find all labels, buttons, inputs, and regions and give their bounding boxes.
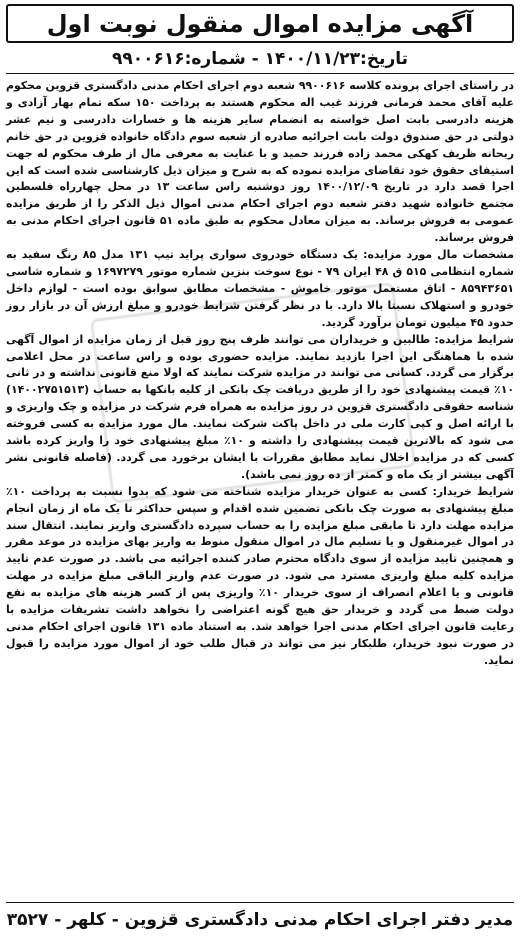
intro-paragraph: در راستای اجرای پرونده کلاسه ۹۹۰۰۶۱۶ شعبه دوم اجرای احکام مدنی دادگستری قزوین محکوم علیه آقای محمد فرمانی فرزند غیب اله محکوم هستند به پرداخت ۱۵۰ سکه تمام بهار آزادی و هزینه دادرسی بابت اصل خواسته به انضمام سایر هزینه ها و خسارات دادرسی و نیم عشر دولتی در حق صندوق دولت بابت اجرائیه صادره از شعبه سوم دادگاه خانواده قزوین در حق خانم ریحانه ظریف کهکی محمد زاده فرزند حمید و با عنایت به معرفی مال از طرف محکوم له جهت استیفای حقوق خود تقاضای مزایده نموده که به شرح و میزان ذیل کارشناسی شده است که این اجرا قصد دارد در تاریخ ۱۴۰۰/۱۲/۰۹ روز دوشنبه راس ساعت ۱۳ در محل چهارراه فلسطین مجتمع خانواده شهید دفتر شعبه دوم اجرای احکام مدنی اموال ذیل الذکر را از طریق مزایده عمومی به فروش برساند. به میزان معادل محکوم به طبق ماده ۵۱ قانون اجرای احکام مدنی به فروش برساند. — [6, 79, 514, 245]
property-section — [6, 247, 514, 332]
property-text: یک دستگاه خودروی سواری پراید تیپ ۱۳۱ مدل ۸۵ رنگ سفید به شماره انتظامی ۵۱۵ ق ۴۸ ایران ۷۹ - نوع سوخت بنزین شماره موتور ۱۶۹۷۲۷۹ و شماره شاسی ۸۵۹۴۳۶۵۱ - اتاق مستعمل موتور خاموش - مشخصات مطابق سوابق بوده است - لوازم داخل خودرو و استهلاک نسبتا بالا دارد. با در نظر گرفتن شرایط خودرو و مبلغ ارزش آن در بازار روز حدود ۴۵ میلیون تومان برآورد گردید. — [6, 248, 514, 329]
buyer-section — [6, 484, 514, 670]
conditions-section — [6, 332, 514, 484]
buyer-heading: شرایط خریدار: — [432, 484, 514, 498]
buyer-text: کسی به عنوان خریدار مزایده شناخته می شود که بدوا نسبت به پرداخت ۱۰٪ مبلغ پیشنهادی به صورت چک بانکی تضمین شده اقدام و سپس حداکثر تا یک ماه از زمان انجام مزایده مهلت دارد تا مابقی مبلغ مزایده را به حساب سپرده دادگستری واریز نمایند. انتقال سند در اموال غیرمنقول و یا تسلیم مال در اموال منقول منوط به واریز بهای مزایده در موعد مقرر و همچنین تایید مزایده از سوی دادگاه محترم صادر کننده اجرائیه می باشد. در صورت عدم تایید مزایده کلیه مبلغ واریزی مسترد می شود. در صورت عدم واریز الباقی مبلغ مزایده در مهلت قانونی و یا اعلام انصراف از سوی خریدار ۱۰٪ واریزی پس از کسر هزینه های مزایده به نفع دولت ضبط می گردد و خریدار حق هیچ گونه اعتراضی را نخواهد داشت تشریفات مزایده با رعایت قانون اجرای احکام مدنی اجرا خواهد شد. به استناد ماده ۱۳۱ قانون اجرای احکام مدنی در صورت نبود خریدار، طلبکار نیز می تواند در قبال طلب خود از اموال مورد مزایده را قبول نماید. — [6, 484, 514, 667]
notice-body — [6, 78, 514, 670]
conditions-heading: شرایط مزایده: — [434, 332, 514, 346]
property-heading: مشخصات مال مورد مزایده: — [363, 248, 514, 262]
title-box — [6, 4, 514, 43]
notice-title: آگهی مزایده اموال منقول نوبت اول — [46, 10, 474, 38]
conditions-text: طالبین و خریداران می توانند ظرف پنج روز قبل از زمان مزایده از اموال آگهی شده با هماهنگی این اجرا بازدید نمایند. مزایده حضوری بوده و راس ساعت در محل اعلامی برگزار می گردد. کسانی می توانند در مزایده شرکت نمایند که اولا منع قانونی نداشته و در ثانی ۱۰٪ قیمت پیشنهادی خود را از طریق دریافت چک بانکی از کلیه بانکها به حساب (۱۴۰۰۲۷۵۱۵۱۳) شناسه حقوقی دادگستری قزوین در روز مزایده به همراه فرم شرکت در مزایده و چک واریزی و با ارائه اصل و کپی کارت ملی در داخل پاکت شرکت نمایند. مال مورد مزایده به کسی فروخته می شود که بالاترین قیمت پیشنهادی را داشته و ۱۰٪ مبلغ پیشنهادی خود را واریز کرده باشد کسی که در مزایده اخلال نماید مطابق مقررات با ایشان برخورد می گردد. (فاصله قانونی نشر آگهی بیشتر از یک ماه و کمتر از ده روز نمی باشد). — [6, 332, 514, 481]
signature-footer: مدیر دفتر اجرای احکام مدنی دادگستری قزوین - کلهر - ۳۵۲۷ — [6, 902, 514, 933]
date-and-number: تاریخ:۱۴۰۰/۱۱/۲۳ - شماره:۹۹۰۰۶۱۶ — [6, 47, 514, 74]
